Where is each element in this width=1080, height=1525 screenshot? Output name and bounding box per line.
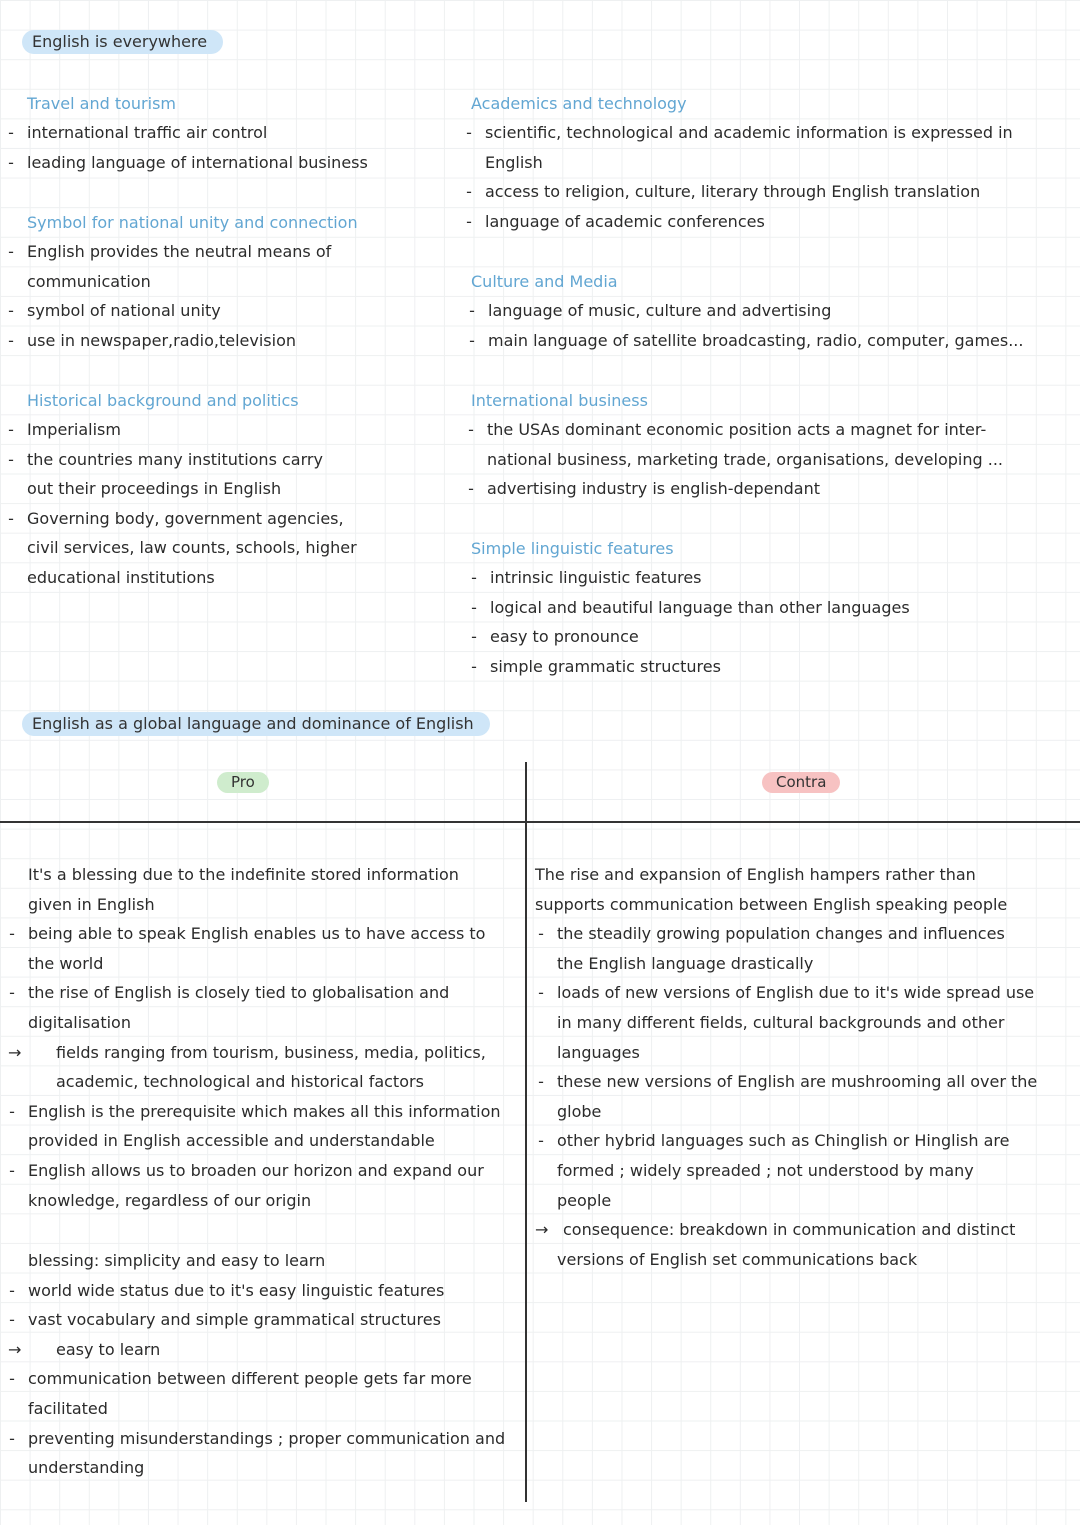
dash-bullet: - xyxy=(471,627,477,647)
academics-heading: Academics and technology xyxy=(471,94,687,113)
dash-bullet: - xyxy=(8,152,14,172)
dash-bullet: - xyxy=(8,242,14,261)
list-line xyxy=(27,474,447,504)
list-line xyxy=(535,949,1075,979)
list-line xyxy=(28,1394,523,1424)
list-line xyxy=(471,622,1080,652)
list-line-text: the world xyxy=(28,953,104,973)
list-line xyxy=(535,1245,1075,1275)
list-line xyxy=(471,652,1080,682)
dash-bullet: - xyxy=(9,1280,15,1300)
dash-bullet: - xyxy=(466,211,472,231)
list-line xyxy=(471,563,1080,593)
list-line-text: digitalisation xyxy=(28,1012,131,1032)
list-line xyxy=(27,267,447,297)
list-line-text: understanding xyxy=(28,1458,145,1478)
historical-heading: Historical background and politics xyxy=(27,391,299,410)
list-line xyxy=(8,445,447,475)
list-line-text: globe xyxy=(557,1101,602,1121)
linguistic-heading: Simple linguistic features xyxy=(471,539,674,558)
list-line xyxy=(535,1186,1075,1216)
list-line-text: communication xyxy=(27,271,151,291)
list-line-text: English xyxy=(485,152,543,172)
list-line xyxy=(28,1186,523,1216)
list-line-text: loads of new versions of English due to it's wide spread use xyxy=(557,983,1035,1003)
business-list xyxy=(468,415,1077,504)
list-line-text: main language of satellite broadcasting, radio, computer, games... xyxy=(488,330,1024,350)
historical-list xyxy=(8,415,447,593)
list-line xyxy=(28,949,523,979)
list-line-text: formed ; widely spreaded ; not understood by many xyxy=(557,1160,974,1180)
list-line xyxy=(466,118,1075,148)
list-line xyxy=(9,1276,523,1306)
list-line xyxy=(468,474,1077,504)
list-line-text: English provides the neutral means of xyxy=(27,242,332,261)
list-line-text: scientific, technological and academic information is expressed in xyxy=(485,123,1013,142)
list-line-text: access to religion, culture, literary through English translation xyxy=(485,182,981,202)
list-line xyxy=(8,148,447,178)
list-line-text: consequence: breakdown in communication and distinct xyxy=(563,1220,1016,1240)
list-line xyxy=(8,1335,523,1365)
list-line-text: symbol of national unity xyxy=(27,301,221,321)
list-line-text: the steadily growing population changes and influences xyxy=(557,924,1005,944)
list-line xyxy=(9,1364,523,1394)
dash-bullet: - xyxy=(9,1101,15,1121)
dash-bullet: - xyxy=(9,1310,15,1330)
list-line xyxy=(28,860,523,890)
list-line-text: leading language of international business xyxy=(27,152,368,172)
dash-bullet: - xyxy=(9,1428,15,1448)
list-line-text: educational institutions xyxy=(27,567,215,587)
list-line-text: intrinsic linguistic features xyxy=(490,568,702,587)
list-line-text: the countries many institutions carry xyxy=(27,449,323,469)
pro-label: Pro xyxy=(217,772,269,793)
list-line xyxy=(535,860,1075,890)
list-line-text: knowledge, regardless of our origin xyxy=(28,1190,312,1210)
dash-bullet: - xyxy=(469,330,475,350)
list-line-text: Governing body, government agencies, xyxy=(27,508,344,528)
list-line-text: logical and beautiful language than other languages xyxy=(490,597,910,617)
table-divider-vertical xyxy=(525,762,527,1502)
list-line xyxy=(487,445,1077,475)
arrow-icon: → xyxy=(8,1042,22,1062)
list-line xyxy=(9,1305,523,1335)
list-line xyxy=(27,563,447,593)
page-title: English is everywhere xyxy=(22,30,223,54)
list-line-text: Imperialism xyxy=(27,420,121,439)
list-line xyxy=(9,919,523,949)
dash-bullet: - xyxy=(8,330,14,350)
list-line xyxy=(9,1097,523,1127)
list-line-text: English allows us to broaden our horizon and expand our xyxy=(28,1160,484,1180)
symbol-heading: Symbol for national unity and connection xyxy=(27,213,358,232)
list-line xyxy=(535,978,1075,1008)
list-line-text: preventing misunderstandings ; proper communication and xyxy=(28,1428,506,1448)
global-heading: English as a global language and dominance of English xyxy=(22,712,490,736)
list-line xyxy=(28,1453,523,1483)
list-line xyxy=(469,326,1078,356)
list-line-text: advertising industry is english-dependant xyxy=(487,479,821,499)
list-line-text: communication between different people gets far more xyxy=(28,1369,472,1389)
list-line xyxy=(28,1126,523,1156)
dash-bullet: - xyxy=(9,1160,15,1180)
list-line-text: It's a blessing due to the indefinite stored information xyxy=(28,865,459,884)
list-line xyxy=(28,1008,523,1038)
dash-bullet: - xyxy=(468,479,474,499)
dash-bullet: - xyxy=(8,123,14,142)
list-line xyxy=(471,593,1080,623)
list-line-text: English is the prerequisite which makes all this information xyxy=(28,1101,501,1121)
list-line-text: versions of English set communications back xyxy=(557,1249,918,1269)
list-line xyxy=(469,296,1078,326)
list-line-text: being able to speak English enables us to have access to xyxy=(28,924,486,944)
symbol-list xyxy=(8,237,447,355)
pro-list xyxy=(8,860,523,1215)
list-line xyxy=(535,1097,1075,1127)
list-line xyxy=(466,207,1075,237)
list-line-text: academic, technological and historical factors xyxy=(56,1072,424,1092)
list-line-text: international traffic air control xyxy=(27,123,268,142)
list-line xyxy=(535,1067,1075,1097)
list-line xyxy=(485,148,1075,178)
list-line-text: the rise of English is closely tied to globalisation and xyxy=(28,983,450,1003)
list-line-text: The rise and expansion of English hampers rather than xyxy=(535,865,976,884)
list-line xyxy=(535,890,1075,920)
list-line xyxy=(8,415,447,445)
table-divider-horizontal xyxy=(0,821,1080,823)
dash-bullet: - xyxy=(9,983,15,1003)
list-line-text: in many different fields, cultural backgrounds and other xyxy=(557,1012,1005,1032)
dash-bullet: - xyxy=(466,123,472,142)
list-line-text: blessing: simplicity and easy to learn xyxy=(28,1251,326,1270)
list-line-text: world wide status due to it's easy linguistic features xyxy=(28,1280,445,1300)
list-line xyxy=(466,177,1075,207)
dash-bullet: - xyxy=(471,656,477,676)
travel-list xyxy=(8,118,447,177)
list-line-text: these new versions of English are mushrooming all over the xyxy=(557,1072,1038,1092)
dash-bullet: - xyxy=(8,301,14,321)
list-line-text: people xyxy=(557,1190,612,1210)
list-line xyxy=(28,1067,523,1097)
list-line-text: other hybrid languages such as Chinglish or Hinglish are xyxy=(557,1131,1010,1151)
list-line xyxy=(9,1424,523,1454)
arrow-icon: → xyxy=(535,1220,549,1240)
dash-bullet: - xyxy=(538,924,544,944)
list-line-text: given in English xyxy=(28,894,155,914)
list-line xyxy=(535,1008,1075,1038)
culture-heading: Culture and Media xyxy=(471,272,618,291)
list-line xyxy=(8,118,447,148)
pro-list-2 xyxy=(8,1246,523,1483)
list-line xyxy=(28,1246,523,1276)
list-line-text: the English language drastically xyxy=(557,953,814,973)
list-line-text: easy to learn xyxy=(56,1339,161,1359)
dash-bullet: - xyxy=(9,1369,15,1389)
list-line xyxy=(535,1156,1075,1186)
dash-bullet: - xyxy=(8,508,14,528)
business-heading: International business xyxy=(471,391,648,410)
list-line xyxy=(9,978,523,1008)
dash-bullet: - xyxy=(8,449,14,469)
dash-bullet: - xyxy=(468,420,474,439)
dash-bullet: - xyxy=(469,301,475,320)
list-line-text: the USAs dominant economic position acts a magnet for inter- xyxy=(487,420,987,439)
list-line xyxy=(535,1215,1075,1245)
list-line xyxy=(8,504,447,534)
list-line-text: provided in English accessible and understandable xyxy=(28,1131,435,1151)
list-line-text: national business, marketing trade, organisations, developing ... xyxy=(487,449,1003,469)
list-line-text: language of music, culture and advertising xyxy=(488,301,832,320)
dash-bullet: - xyxy=(538,1072,544,1092)
contra-list xyxy=(535,860,1075,1274)
list-line-text: vast vocabulary and simple grammatical structures xyxy=(28,1310,441,1330)
dash-bullet: - xyxy=(471,568,477,587)
list-line-text: languages xyxy=(557,1042,640,1062)
list-line-text: facilitated xyxy=(28,1398,108,1418)
academics-list xyxy=(466,118,1075,236)
list-line-text: simple grammatic structures xyxy=(490,656,721,676)
dash-bullet: - xyxy=(466,182,472,202)
linguistic-list xyxy=(471,563,1080,681)
list-line-text: supports communication between English speaking people xyxy=(535,894,1008,914)
list-line xyxy=(535,919,1075,949)
list-line-text: easy to pronounce xyxy=(490,627,639,647)
list-line xyxy=(28,890,523,920)
list-line xyxy=(8,296,447,326)
list-line xyxy=(8,326,447,356)
dash-bullet: - xyxy=(9,924,15,944)
dash-bullet: - xyxy=(471,597,477,617)
list-line xyxy=(8,1038,523,1068)
list-line-text: use in newspaper,radio,television xyxy=(27,330,296,350)
list-line-text: out their proceedings in English xyxy=(27,479,282,499)
dash-bullet: - xyxy=(8,420,14,439)
list-line xyxy=(9,1156,523,1186)
contra-label: Contra xyxy=(762,772,840,793)
list-line xyxy=(535,1038,1075,1068)
list-line xyxy=(8,237,447,267)
arrow-icon: → xyxy=(8,1339,22,1359)
list-line xyxy=(535,1126,1075,1156)
list-line-text: language of academic conferences xyxy=(485,211,765,231)
dash-bullet: - xyxy=(538,983,544,1003)
list-line xyxy=(468,415,1077,445)
list-line xyxy=(27,533,447,563)
culture-list xyxy=(469,296,1078,355)
list-line-text: civil services, law counts, schools, higher xyxy=(27,538,357,558)
list-line-text: fields ranging from tourism, business, media, politics, xyxy=(56,1042,486,1062)
travel-heading: Travel and tourism xyxy=(27,94,176,113)
dash-bullet: - xyxy=(538,1131,544,1151)
